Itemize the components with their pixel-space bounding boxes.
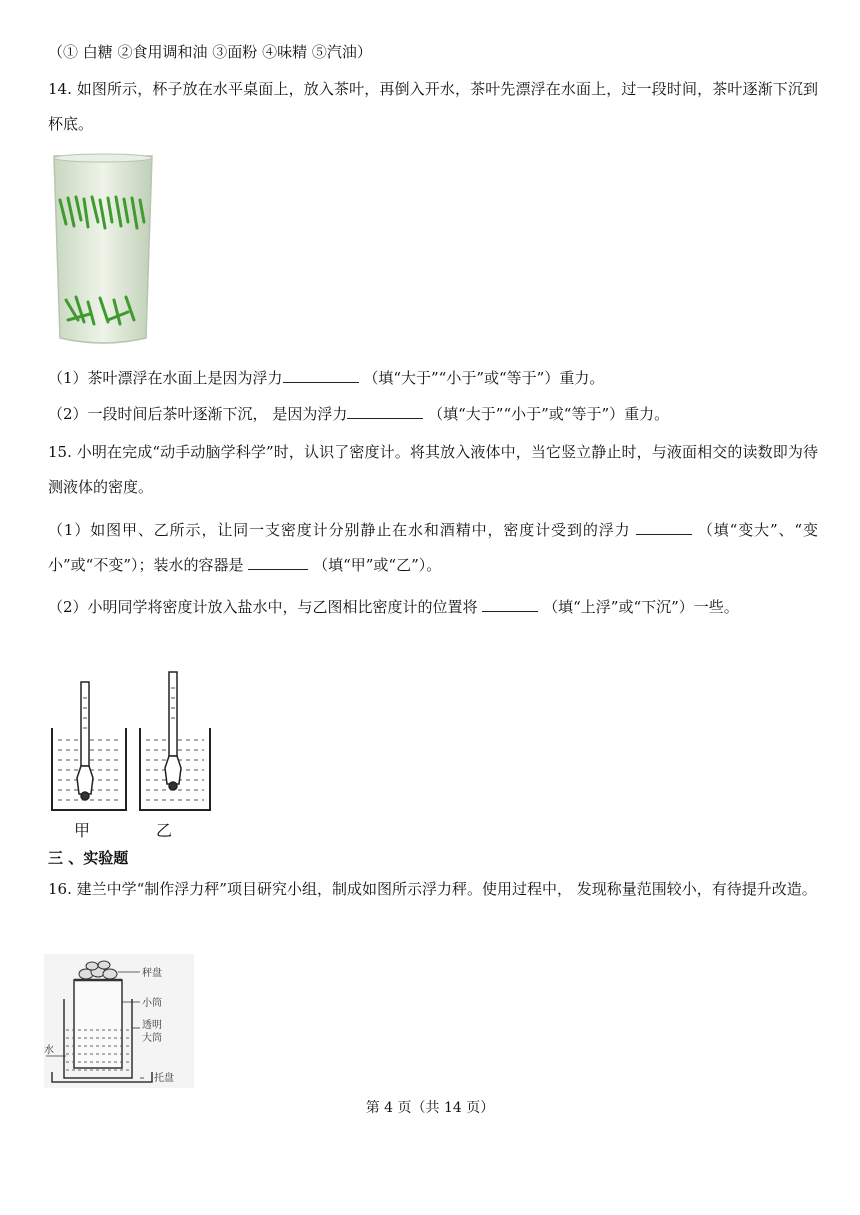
label-yi: 乙	[156, 821, 173, 840]
label-tray: 托盘	[154, 1073, 174, 1084]
answer-blank[interactable]	[347, 402, 423, 419]
tea-glass-image	[48, 152, 158, 348]
q14-sub1	[48, 366, 604, 388]
q16-stem: 16. 建兰中学“制作浮力秤”项目研究小组，制成如图所示浮力秤。使用过程中， 发现称量范围较小，有待提升改造。	[48, 880, 817, 898]
q15-sub2-hint: （填“上浮”或“下沉”）一些。	[543, 598, 739, 616]
q15-sub1-hint2: （填“甲”或“乙”）。	[313, 556, 442, 574]
answer-blank[interactable]	[482, 595, 538, 612]
q15-sub1-text: （1）如图甲、乙所示，让同一支密度计分别静止在水和酒精中，密度计受到的浮力	[48, 521, 631, 539]
label-big-tube-2: 大筒	[142, 1033, 162, 1044]
label-jia: 甲	[74, 821, 91, 840]
float-scale-figure	[44, 954, 194, 1088]
q14-stem: 14. 如图所示，杯子放在水平桌面上，放入茶叶，再倒入开水，茶叶先漂浮在水面上，过一段时间，茶叶逐渐下沉到杯底。	[48, 80, 818, 133]
label-big-tube-1: 透明	[142, 1020, 162, 1031]
q15-sub1	[48, 513, 818, 583]
q13-options: （① 白糖 ②食用调和油 ③面粉 ④味精 ⑤汽油）	[48, 43, 372, 61]
answer-blank[interactable]	[283, 366, 359, 383]
q15-sub1-hint: （填“变大”、“变小”或“不变”）；装水的容器是	[48, 521, 818, 574]
answer-blank[interactable]	[636, 518, 692, 535]
q14-sub2-hint: （填“大于”“小于”或“等于”）重力。	[428, 405, 670, 423]
section-heading: 三 、实验题	[48, 849, 129, 867]
q14-sub1-text: （1）茶叶漂浮在水面上是因为浮力	[48, 369, 283, 387]
q15-stem: 15. 小明在完成“动手动脑学科学”时，认识了密度计。将其放入液体中，当它竖立静止时，与液面相交的读数即为待测液体的密度。	[48, 443, 818, 496]
q15-sub2	[48, 590, 818, 625]
page-footer: 第 4 页（共 14 页）	[365, 1100, 495, 1116]
q15-sub2-text: （2）小明同学将密度计放入盐水中，与乙图相比密度计的位置将	[48, 598, 478, 616]
label-pan: 秤盘	[142, 968, 162, 979]
label-water: 水	[44, 1045, 54, 1056]
hydrometer-figure	[48, 668, 213, 818]
answer-blank[interactable]	[248, 553, 308, 570]
q14-sub1-hint: （填“大于”“小于”或“等于”）重力。	[363, 369, 605, 387]
label-small-tube: 小筒	[142, 998, 162, 1009]
q14-sub2	[48, 402, 669, 424]
q14-sub2-text: （2）一段时间后茶叶逐渐下沉， 是因为浮力	[48, 405, 348, 423]
